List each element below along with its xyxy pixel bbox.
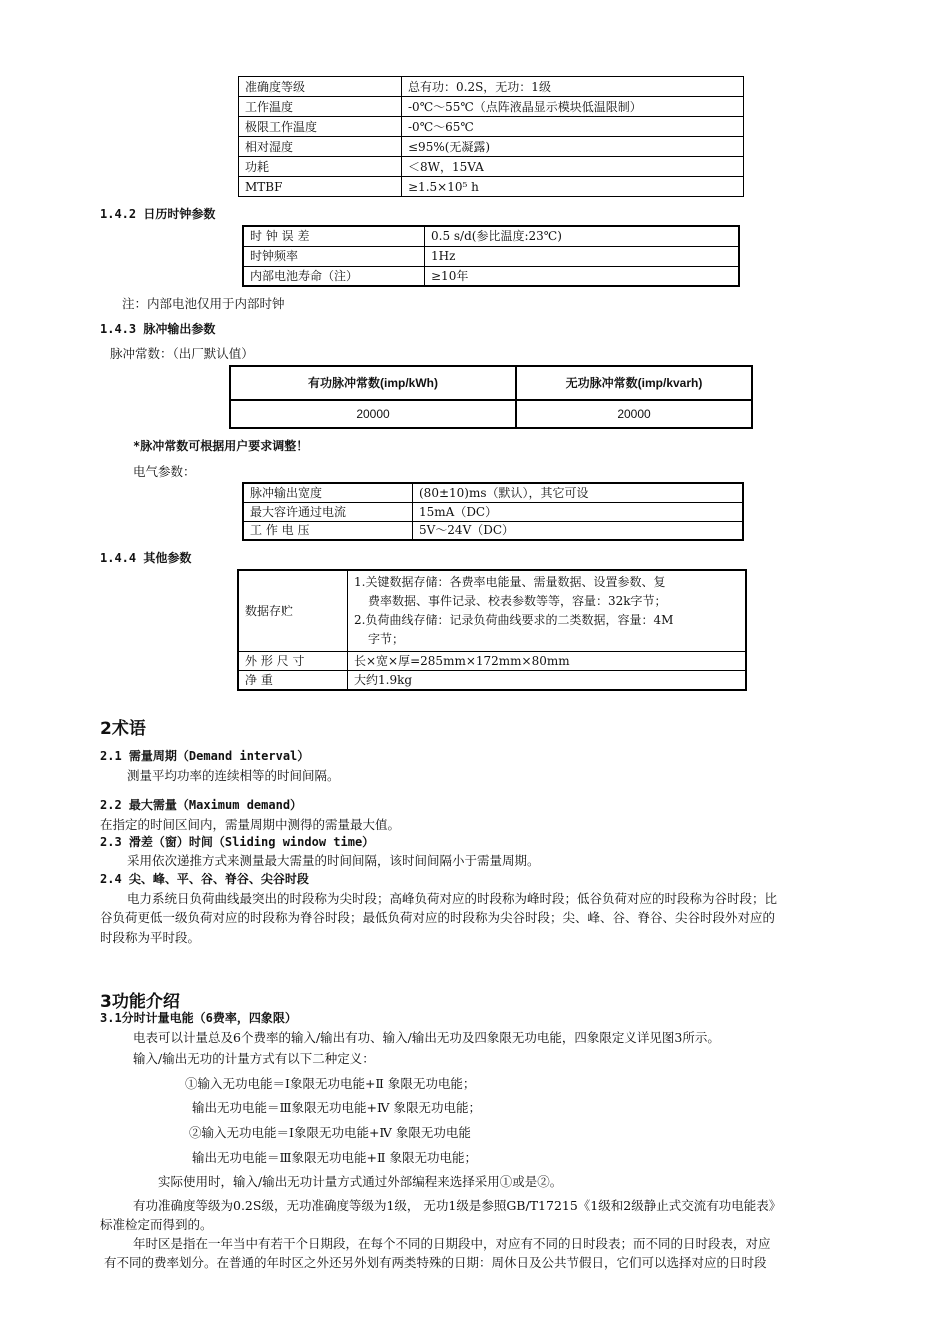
table-cell: 0.5 s/d(参比温度:23℃) [425,226,740,246]
section-2-3-text: 采用依次递推方式来测量最大需量的时间间隔，该时间间隔小于需量周期。 [127,853,540,868]
section-2-4-line: 时段称为平时段。 [100,930,201,945]
table-cell: 工 作 电 压 [243,521,413,540]
table-cell: 内部电池寿命（注） [243,266,425,286]
section-2-3-title: 2.3 滑差（窗）时间（Sliding window time） [100,835,375,849]
section-3-1-line: 标准检定而得到的。 [100,1217,213,1232]
section-2-2-title: 2.2 最大需量（Maximum demand） [100,798,303,812]
table-cell: 外 形 尺 寸 [238,652,348,671]
section-2-4-title: 2.4 尖、峰、平、谷、脊谷、尖谷时段 [100,872,309,886]
section-2-1-title: 2.1 需量周期（Demand interval） [100,749,310,763]
section-3-1-line: ①输入无功电能＝Ⅰ象限无功电能+Ⅱ 象限无功电能； [185,1076,476,1091]
electrical-params-table [242,482,744,541]
section-3-1-line: 电表可以计量总及6个费率的输入/输出有功、输入/输出无功及四象限无功电能，四象限定义详见图3所示。 [133,1030,720,1045]
section-2-4-line: 谷负荷更低一级负荷对应的时段称为脊谷时段；最低负荷对应的时段称为尖谷时段；尖、峰、谷、脊谷、尖谷时段外对应的 [100,910,776,925]
table-header: 无功脉冲常数(imp/kvarh) [516,366,752,400]
pulse-constant-label: 脉冲常数：（出厂默认值） [110,346,254,361]
pulse-note: *脉冲常数可根据用户要求调整！ [133,439,309,453]
table-cell: -0℃～55℃（点阵液晶显示模块低温限制） [402,97,744,117]
section-3-1-line: 输入/输出无功的计量方式有以下二种定义： [133,1051,375,1066]
section-3-1-title: 3.1分时计量电能（6费率，四象限） [100,1011,297,1025]
table-cell: ＜8W，15VA [402,157,744,177]
section-3-1-line: ②输入无功电能＝Ⅰ象限无功电能+Ⅳ 象限无功电能 [189,1125,471,1140]
table-cell: 净 重 [238,671,348,690]
section-3-1-line: 有功准确度等级为0.2S级，无功准确度等级为1级， 无功1级是参照GB/T17215《1级和2级静止式交流有功电能表》 [133,1198,782,1213]
chapter-2-title: 2术语 [100,719,146,739]
table-cell: 大约1.9kg [348,671,747,690]
table-cell: 5V～24V（DC） [413,521,744,540]
table-cell: 工作温度 [239,97,402,117]
section-2-2-text: 在指定的时间区间内，需量周期中测得的需量最大值。 [100,817,401,832]
storage-line: 字节； [368,632,405,646]
section-heading-1-4-2: 1.4.2 日历时钟参数 [100,207,216,221]
table-cell: MTBF [239,177,402,197]
electrical-params-label: 电气参数： [133,464,196,479]
chapter-3-title: 3功能介绍 [100,992,180,1012]
table-cell: 15mA（DC） [413,502,744,521]
section-heading-1-4-3: 1.4.3 脉冲输出参数 [100,322,216,336]
storage-line: 1.关键数据存储：各费率电能量、需量数据、设置参数、复 [354,575,666,589]
table-cell: 极限工作温度 [239,117,402,137]
table-cell: (80±10)ms（默认），其它可设 [413,483,744,502]
table-cell: 长×宽×厚=285mm×172mm×80mm [348,652,747,671]
spec-table-clock [242,225,740,287]
storage-line: 2.负荷曲线存储：记录负荷曲线要求的二类数据，容量：4M [354,613,674,627]
table-cell: 相对湿度 [239,137,402,157]
table-cell: ≥10年 [425,266,740,286]
table-cell: 时钟频率 [243,246,425,266]
table-cell: 总有功：0.2S，无功：1级 [402,77,744,97]
section-3-1-line: 年时区是指在一年当中有若干个日期段，在每个不同的日期段中，对应有不同的日时段表；而不同的日时段表，对应 [133,1236,771,1251]
clock-note: 注：内部电池仅用于内部时钟 [122,296,285,311]
other-params-table [237,569,747,691]
section-2-4-line: 电力系统日负荷曲线最突出的时段称为尖时段；高峰负荷对应的时段称为峰时段；低谷负荷对应的时段称为谷时段；比 [127,891,778,906]
pulse-constant-table [229,365,753,429]
section-3-1-line: 有不同的费率划分。在普通的年时区之外还另外划有两类特殊的日期：周休日及公共节假日，它们可以选择对应的日时段 [104,1255,767,1270]
table-cell: 20000 [516,400,752,428]
section-3-1-line: 输出无功电能＝Ⅲ象限无功电能+Ⅱ 象限无功电能； [192,1150,477,1165]
table-cell: 1Hz [425,246,740,266]
section-2-1-text: 测量平均功率的连续相等的时间间隔。 [127,768,340,783]
storage-line: 费率数据、事件记录、校表参数等等，容量：32k字节； [368,594,667,608]
section-heading-1-4-4: 1.4.4 其他参数 [100,551,192,565]
table-cell: -0℃～65℃ [402,117,744,137]
storage-description [348,570,747,652]
table-cell: 20000 [230,400,516,428]
table-cell: 准确度等级 [239,77,402,97]
section-3-1-line: 实际使用时，输入/输出无功计量方式通过外部编程来选择采用①或是②。 [158,1174,563,1189]
table-cell: ≥1.5×10⁵ h [402,177,744,197]
table-cell: 时 钟 误 差 [243,226,425,246]
spec-table-general [238,76,744,197]
table-cell: ≤95%(无凝露) [402,137,744,157]
table-cell: 功耗 [239,157,402,177]
table-header: 有功脉冲常数(imp/kWh) [230,366,516,400]
table-cell: 数据存贮 [238,570,348,652]
section-3-1-line: 输出无功电能＝Ⅲ象限无功电能+Ⅳ 象限无功电能； [192,1100,481,1115]
table-cell: 最大容许通过电流 [243,502,413,521]
table-cell: 脉冲输出宽度 [243,483,413,502]
